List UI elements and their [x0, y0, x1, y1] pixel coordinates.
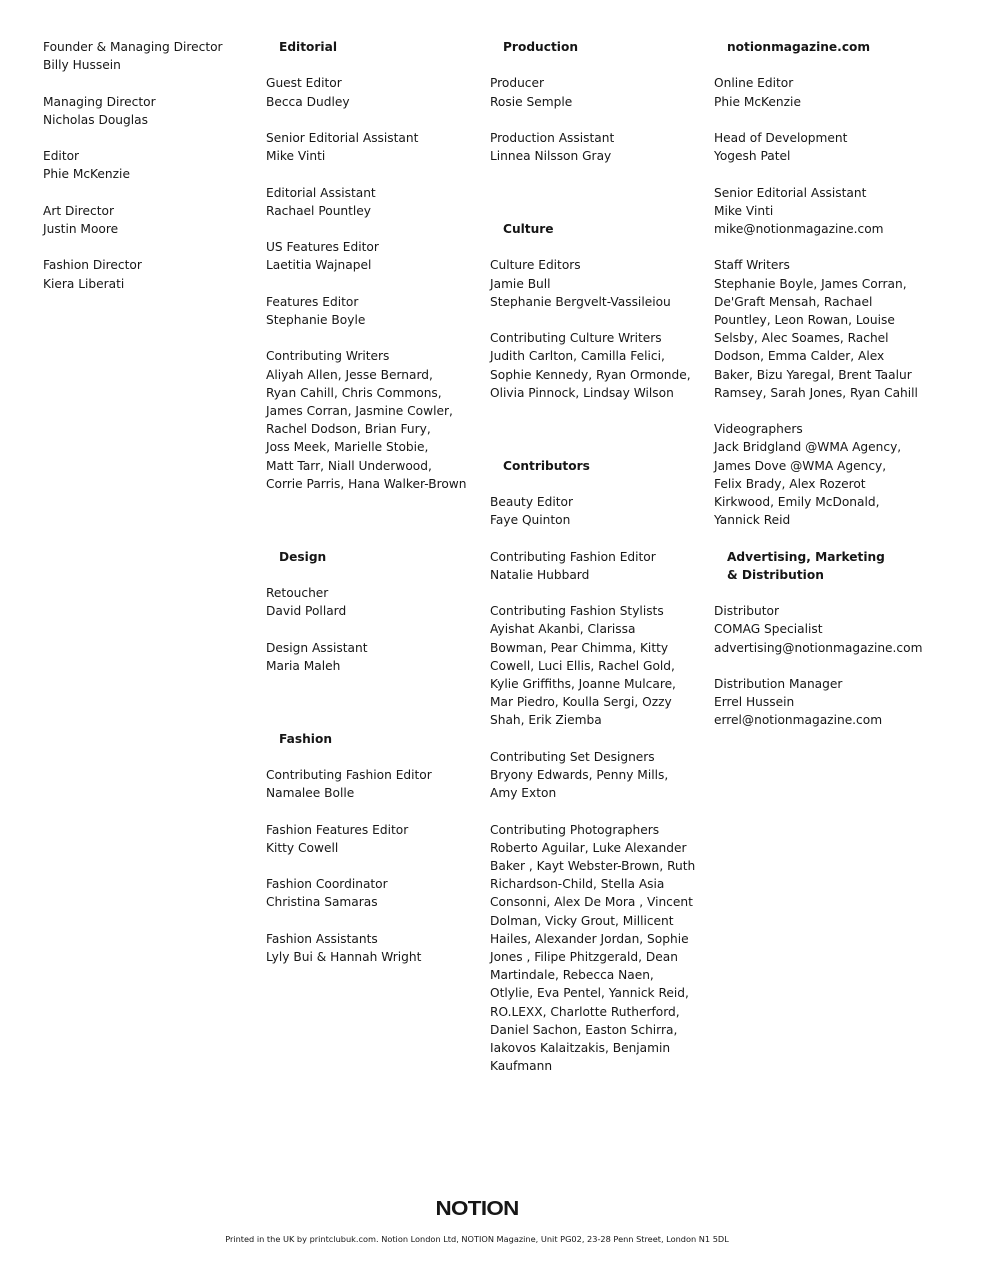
name-line: Amy Exton	[490, 786, 557, 801]
role-title: Editor	[43, 149, 80, 164]
section-heading-culture: Culture	[503, 222, 554, 236]
name-line: Ryan Cahill, Chris Commons,	[266, 385, 442, 400]
role-title: Production Assistant	[490, 131, 615, 145]
role-title: Fashion Director	[43, 258, 142, 273]
role-names: Christina Samaras	[266, 895, 378, 910]
name-line: Consonni, Alex De Mora , Vincent	[490, 895, 693, 910]
role-names: Phie McKenzie	[714, 94, 801, 109]
role-names: Yogesh Patel	[714, 149, 791, 164]
role-contributing-fashion-stylists	[490, 602, 676, 729]
name-line: Kaufmann	[490, 1059, 553, 1074]
role-contributing-fashion-editor	[490, 548, 656, 584]
role-beauty-editor	[490, 493, 573, 529]
name-line: Stephanie Bergvelt-Vassileiou	[490, 294, 671, 309]
role-founder	[43, 38, 223, 74]
name-line: Olivia Pinnock, Lindsay Wilson	[490, 385, 674, 400]
name-line: Baker, Bizu Yaregal, Brent Taalur	[714, 367, 912, 382]
role-title: Distributor	[714, 604, 780, 619]
imprint-text: Printed in the UK by printclubuk.com. Notion London Ltd, NOTION Magazine, Unit PG02, 23-28 Penn Street, London N1 5DL	[225, 1234, 729, 1244]
heading-line: Advertising, Marketing	[727, 549, 885, 564]
role-title: Distribution Manager	[714, 677, 843, 691]
name-line: Daniel Sachon, Easton Schirra,	[490, 1022, 678, 1037]
name-line: Roberto Aguilar, Luke Alexander	[490, 840, 687, 855]
name-line: Jamie Bull	[490, 276, 551, 291]
role-title: Online Editor	[714, 76, 794, 91]
name-line: Hailes, Alexander Jordan, Sophie	[490, 931, 689, 946]
name-line: Errel Hussein	[714, 695, 795, 710]
name-line: Ayishat Akanbi, Clarissa	[490, 622, 636, 637]
role-names: Namalee Bolle	[266, 786, 355, 801]
name-line: Aliyah Allen, Jesse Bernard,	[266, 367, 433, 382]
role-names: Nicholas Douglas	[43, 112, 148, 127]
section-heading-design: Design	[279, 549, 327, 564]
role-names: Linnea Nilsson Gray	[490, 149, 612, 164]
name-line: Iakovos Kalaitzakis, Benjamin	[490, 1041, 671, 1056]
role-names: Stephanie Boyle	[266, 313, 366, 327]
role-fashion-features-editor	[266, 821, 408, 857]
role-names: Phie McKenzie	[43, 167, 130, 182]
section-heading-production: Production	[503, 40, 578, 54]
role-title: Fashion Features Editor	[266, 822, 409, 837]
role-names: Kiera Liberati	[43, 276, 125, 291]
role-title: Contributing Culture Writers	[490, 331, 662, 346]
role-names: Rosie Semple	[490, 94, 573, 109]
name-line: Dodson, Emma Calder, Alex	[714, 349, 885, 364]
role-senior-editorial-assistant	[266, 129, 418, 165]
role-title: Contributing Writers	[266, 349, 390, 364]
role-title: Staff Writers	[714, 258, 790, 273]
role-contributing-writers	[266, 347, 466, 493]
role-names: Faye Quinton	[490, 513, 571, 528]
name-line: Felix Brady, Alex Rozerot	[714, 476, 866, 491]
name-line: Yannick Reid	[714, 513, 791, 528]
role-editor	[43, 147, 130, 183]
role-guest-editor	[266, 74, 350, 110]
role-design-assistant	[266, 639, 367, 675]
role-distribution-manager	[714, 675, 882, 730]
role-names: Rachael Pountley	[266, 203, 372, 218]
role-title: Art Director	[43, 203, 114, 218]
role-art-director	[43, 202, 118, 238]
section-heading-fashion: Fashion	[279, 731, 332, 746]
name-line: Mar Piedro, Koulla Sergi, Ozzy	[490, 695, 672, 710]
name-line: Mike Vinti	[714, 203, 774, 218]
section-heading-contributors: Contributors	[503, 458, 590, 473]
name-line: Rachel Dodson, Brian Fury,	[266, 422, 431, 437]
role-features-editor	[266, 293, 365, 329]
role-videographers	[714, 420, 901, 529]
name-line: Kirkwood, Emily McDonald,	[714, 495, 880, 509]
role-contributing-culture-writers	[490, 329, 691, 402]
name-line: Richardson-Child, Stella Asia	[490, 877, 665, 892]
name-line: Jack Bridgland @WMA Agency,	[714, 440, 902, 455]
role-head-of-development	[714, 129, 847, 165]
name-line: Bowman, Pear Chimma, Kitty	[490, 640, 669, 655]
section-heading-advertising	[714, 548, 885, 584]
email-text: errel@notionmagazine.com	[714, 713, 883, 728]
role-fashion-coordinator	[266, 875, 388, 911]
role-culture-editors	[490, 256, 671, 311]
name-line: Sophie Kennedy, Ryan Ormonde,	[490, 367, 691, 382]
name-line: Corrie Parris, Hana Walker-Brown	[266, 476, 467, 491]
role-title: Contributing Fashion Stylists	[490, 604, 664, 619]
name-line: Jones , Filipe Phitzgerald, Dean	[490, 950, 678, 965]
role-title: Fashion Coordinator	[266, 877, 388, 892]
role-title: Beauty Editor	[490, 495, 573, 509]
name-line: COMAG Specialist	[714, 622, 823, 637]
name-line: Ramsey, Sarah Jones, Ryan Cahill	[714, 385, 918, 400]
role-title: Contributing Fashion Editor	[266, 768, 432, 782]
email-text: advertising@notionmagazine.com	[714, 640, 923, 655]
name-line: Matt Tarr, Niall Underwood,	[266, 458, 432, 473]
name-line: Judith Carlton, Camilla Felici,	[490, 349, 665, 364]
role-title: Senior Editorial Assistant	[266, 131, 419, 145]
role-production-assistant	[490, 129, 614, 165]
role-title: Contributing Set Designers	[490, 749, 655, 764]
role-title: Guest Editor	[266, 76, 342, 91]
role-contributing-photographers	[490, 821, 695, 1076]
name-line: Bryony Edwards, Penny Mills,	[490, 768, 669, 782]
name-line: Shah, Erik Ziemba	[490, 713, 602, 728]
email-text: mike@notionmagazine.com	[714, 222, 884, 236]
role-contributing-fashion-editor	[266, 766, 432, 802]
role-title: Contributing Fashion Editor	[490, 549, 656, 564]
name-line: Selsby, Alec Soames, Rachel	[714, 331, 889, 346]
role-us-features-editor	[266, 238, 379, 274]
role-names: Natalie Hubbard	[490, 567, 590, 582]
role-names: Laetitia Wajnapel	[266, 258, 372, 273]
role-title: Senior Editorial Assistant	[714, 185, 867, 200]
name-line: Martindale, Rebecca Naen,	[490, 968, 654, 983]
name-line: Baker , Kayt Webster-Brown, Ruth	[490, 859, 696, 873]
role-title: Founder & Managing Director	[43, 40, 223, 54]
name-line: De'Graft Mensah, Rachael	[714, 294, 873, 309]
name-line: Joss Meek, Marielle Stobie,	[266, 440, 429, 455]
role-senior-editorial-assistant-online	[714, 184, 884, 239]
role-staff-writers	[714, 256, 918, 402]
section-heading-editorial: Editorial	[279, 40, 338, 54]
role-title: Producer	[490, 76, 545, 91]
role-title: Retoucher	[266, 586, 329, 600]
role-producer	[490, 74, 572, 110]
name-line: Pountley, Leon Rowan, Louise	[714, 313, 895, 327]
name-line: Cowell, Luci Ellis, Rachel Gold,	[490, 658, 675, 673]
role-contributing-set-designers	[490, 748, 668, 803]
name-line: Stephanie Boyle, James Corran,	[714, 276, 907, 291]
role-online-editor	[714, 74, 801, 110]
role-title: Contributing Photographers	[490, 822, 660, 837]
name-line: Kylie Griffiths, Joanne Mulcare,	[490, 677, 676, 691]
role-fashion-director	[43, 256, 142, 292]
role-distributor	[714, 602, 922, 657]
role-title: Managing Director	[43, 94, 156, 109]
role-names: Billy Hussein	[43, 58, 121, 73]
role-title: Features Editor	[266, 294, 359, 309]
role-fashion-assistants	[266, 930, 421, 966]
role-names: Maria Maleh	[266, 658, 341, 673]
role-title: Head of Development	[714, 131, 848, 145]
role-names: David Pollard	[266, 604, 347, 619]
role-title: Editorial Assistant	[266, 185, 376, 200]
role-editorial-assistant	[266, 184, 376, 220]
role-names: Kitty Cowell	[266, 840, 339, 855]
role-title: US Features Editor	[266, 240, 379, 255]
role-retoucher	[266, 584, 346, 620]
role-names: Lyly Bui & Hannah Wright	[266, 950, 422, 964]
role-title: Videographers	[714, 422, 803, 437]
name-line: Dolman, Vicky Grout, Millicent	[490, 913, 674, 928]
notion-logo	[0, 1198, 954, 1220]
role-names: Becca Dudley	[266, 94, 350, 109]
role-title: Design Assistant	[266, 640, 368, 655]
notion-logo-text: NOTION	[435, 1198, 519, 1220]
section-heading-online: notionmagazine.com	[727, 40, 871, 54]
name-line: RO.LEXX, Charlotte Rutherford,	[490, 1004, 680, 1019]
role-title: Fashion Assistants	[266, 931, 378, 946]
role-names: Justin Moore	[43, 222, 119, 236]
name-line: James Corran, Jasmine Cowler,	[266, 404, 453, 418]
role-title: Culture Editors	[490, 258, 581, 273]
name-line: Otlylie, Eva Pentel, Yannick Reid,	[490, 986, 689, 1001]
role-managing-director	[43, 93, 156, 129]
heading-line: & Distribution	[727, 567, 824, 582]
name-line: James Dove @WMA Agency,	[714, 458, 887, 473]
role-names: Mike Vinti	[266, 149, 326, 164]
